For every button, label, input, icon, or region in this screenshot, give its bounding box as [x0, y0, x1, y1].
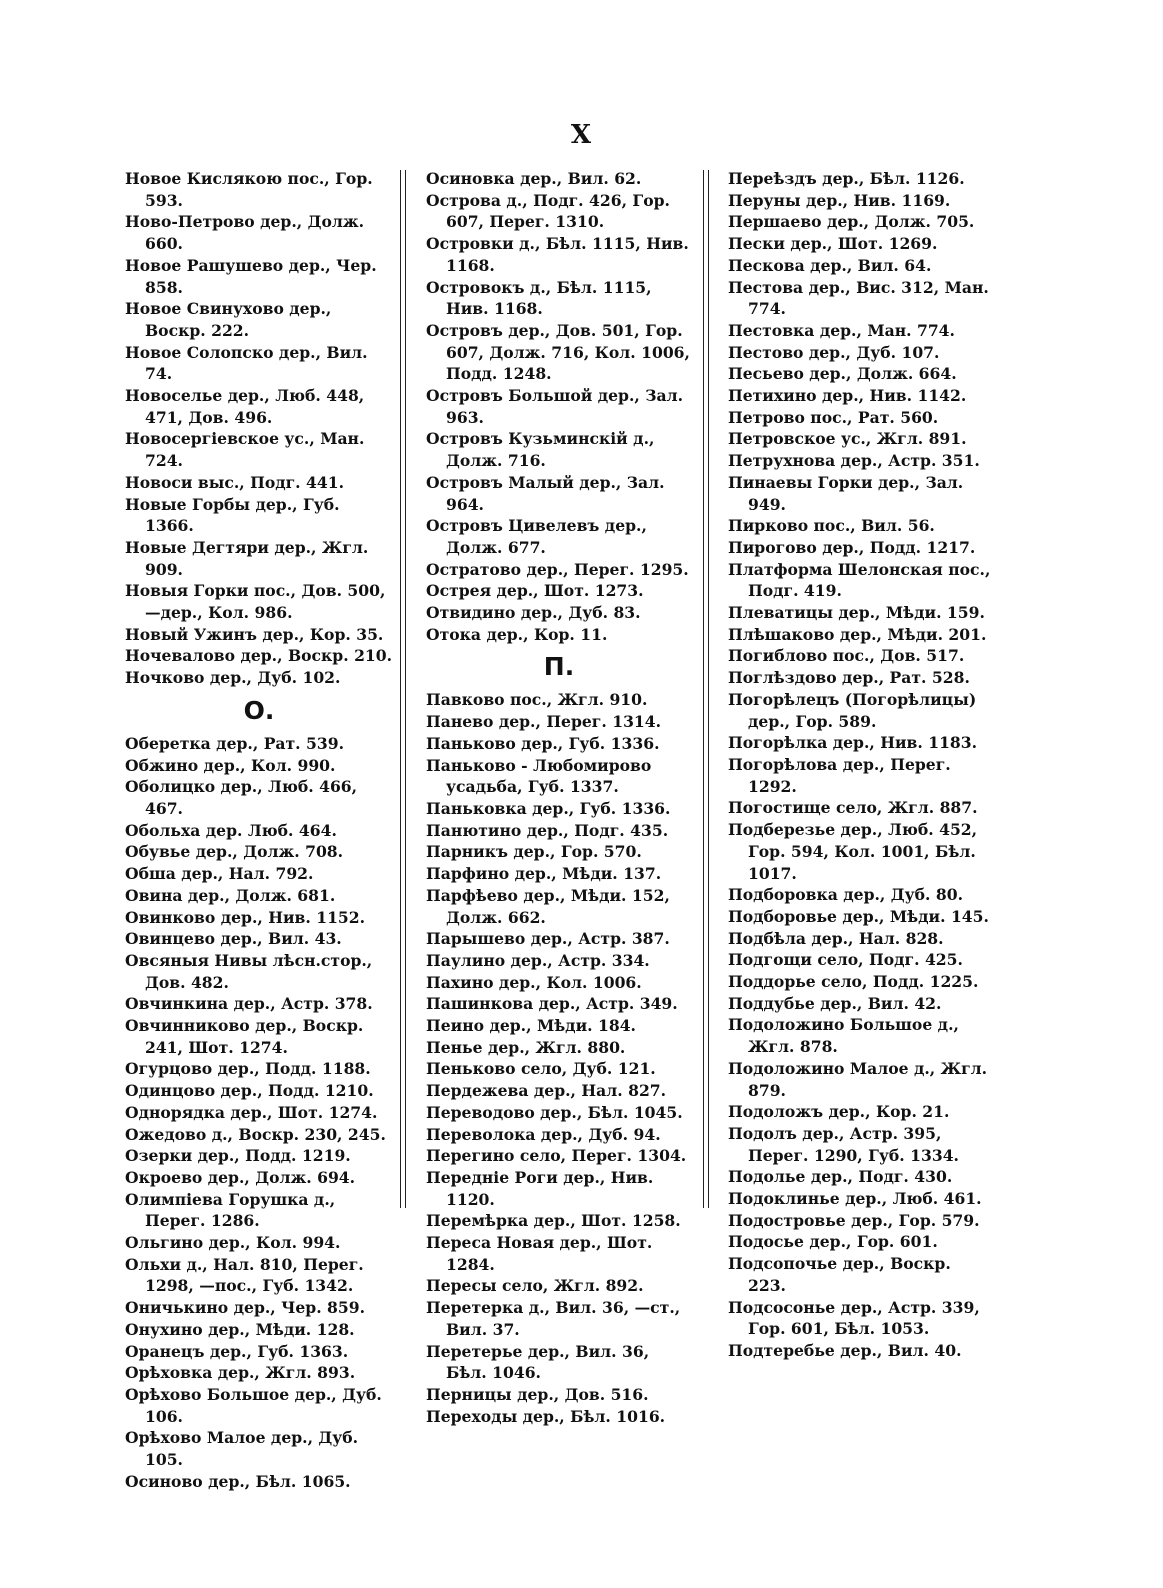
index-entry: Перемѣрка дер., Шот. 1258. [426, 1211, 681, 1231]
section-letter-heading: О. [243, 695, 275, 725]
index-entry: Петровское ус., Жгл. 891. [728, 429, 967, 449]
index-entry: Погиблово пос., Дов. 517. [728, 646, 965, 666]
index-entry: Переводово дер., Бѣл. 1045. [426, 1102, 683, 1122]
index-entry: Ольгино дер., Кол. 994. [125, 1233, 341, 1253]
index-entry: Пескова дер., Вил. 64. [728, 255, 932, 275]
index-entry: Овчинкина дер., Астр. 378. [125, 994, 373, 1014]
index-entry: Пересы село, Жгл. 892. [426, 1276, 644, 1296]
index-entry: Подтеребье дер., Вил. 40. [728, 1340, 962, 1360]
index-entry: Подсосонье дер., Астр. 339, Гор. 601, Бѣл. 1053. [728, 1297, 980, 1339]
index-entry: Паулино дер., Астр. 334. [426, 950, 650, 970]
index-entry: Островъ дер., Дов. 501, Гор. 607, Долж. 716, Кол. 1006, Подд. 1248. [426, 320, 690, 384]
column-divider [703, 170, 709, 1208]
index-entry: Погорѣлка дер., Нив. 1183. [728, 733, 978, 753]
index-entry: Пашинкова дер., Астр. 349. [426, 994, 678, 1014]
index-entry: Новыя Горки пос., Дов. 500, —дер., Кол. 986. [125, 581, 386, 623]
index-entry: Парникъ дер., Гор. 570. [426, 842, 642, 862]
index-entry: Першаево дер., Долж. 705. [728, 212, 975, 232]
index-entry: Пирогово дер., Подд. 1217. [728, 537, 976, 557]
index-entry: Остратово дер., Перег. 1295. [426, 559, 689, 579]
index-entry: Окроево дер., Долж. 694. [125, 1167, 356, 1187]
index-entry: Ночково дер., Дуб. 102. [125, 668, 341, 688]
index-entry: Парфино дер., Мѣди. 137. [426, 864, 662, 884]
index-entry: Пенье дер., Жгл. 880. [426, 1037, 626, 1057]
index-entry: Овинково дер., Нив. 1152. [125, 907, 366, 927]
index-entry: Пеньково село, Дуб. 121. [426, 1059, 656, 1079]
index-entry: Парфѣево дер., Мѣди. 152, Долж. 662. [426, 885, 670, 927]
index-entry: Овина дер., Долж. 681. [125, 885, 336, 905]
index-column-2 [426, 168, 692, 1427]
index-entry: Подборовье дер., Мѣди. 145. [728, 906, 989, 926]
index-entry: Платформа Шелонская пос., Подг. 419. [728, 559, 991, 601]
index-entry: Осиновка дер., Вил. 62. [426, 169, 642, 188]
index-entry: Паньковка дер., Губ. 1336. [426, 798, 671, 818]
page-number: X [570, 120, 593, 150]
index-entry: Павково пос., Жгл. 910. [426, 690, 648, 710]
index-entry: Отока дер., Кор. 11. [426, 624, 608, 644]
index-entry: Подосье дер., Гор. 601. [728, 1232, 938, 1252]
index-entry: Пеино дер., Мѣди. 184. [426, 1016, 636, 1036]
index-entry: Обжино дер., Кол. 990. [125, 755, 336, 775]
index-entry: Пестово дер., Дуб. 107. [728, 342, 940, 362]
index-entry: Плѣшаково дер., Мѣди. 201. [728, 624, 987, 644]
index-entry: Подберезье дер., Люб. 452, Гор. 594, Кол. 1001, Бѣл. 1017. [728, 820, 978, 883]
index-entry: Подолье дер., Подг. 430. [728, 1167, 953, 1187]
index-entry: Островъ Цивелевъ дер., Долж. 677. [426, 516, 647, 557]
index-entry: Островъ Большой дер., Зал. 963. [426, 386, 684, 427]
index-entry: Перетерка д., Вил. 36, —ст., Вил. 37. [426, 1298, 681, 1339]
index-entry: Оранецъ дер., Губ. 1363. [125, 1341, 349, 1361]
index-entry: Овчинниково дер., Воскр. 241, Шот. 1274. [125, 1016, 364, 1057]
index-entry: Передніе Роги дер., Нив. 1120. [426, 1167, 654, 1209]
index-entry: Паньково дер., Губ. 1336. [426, 733, 660, 753]
index-entry: Поддубье дер., Вил. 42. [728, 993, 942, 1013]
index-entry: Погорѣлецъ (Погорѣлицы) дер., Гор. 589. [728, 689, 977, 731]
index-entry: Перуны дер., Нив. 1169. [728, 190, 951, 210]
index-entry: Ольхи д., Нал. 810, Перег. 1298, —пос., Губ. 1342. [125, 1254, 364, 1296]
index-entry: Однорядка дер., Шот. 1274. [125, 1102, 378, 1122]
index-entry: Пахино дер., Кол. 1006. [426, 972, 642, 992]
index-entry: Пески дер., Шот. 1269. [728, 234, 938, 254]
index-entry: Новое Рашушево дер., Чер. 858. [125, 255, 377, 297]
index-entry: Перегино село, Перег. 1304. [426, 1146, 687, 1166]
index-entry: Пестова дер., Вис. 312, Ман. 774. [728, 277, 989, 319]
index-entry: Ночевалово дер., Воскр. 210. [125, 646, 393, 666]
index-entry: Одинцово дер., Подд. 1210. [125, 1081, 374, 1101]
index-entry: Новое Свинухово дер., Воскр. 222. [125, 299, 332, 340]
index-entry: Петрово пос., Рат. 560. [728, 407, 939, 427]
index-column-1 [125, 168, 393, 1492]
index-entry: Поддорье село, Подд. 1225. [728, 972, 979, 992]
index-entry: Орѣховка дер., Жгл. 893. [125, 1363, 356, 1383]
index-entry: Острея дер., Шот. 1273. [426, 581, 644, 601]
index-entry: Островки д., Бѣл. 1115, Нив. 1168. [426, 234, 689, 275]
index-entry: Новые Горбы дер., Губ. 1366. [125, 494, 340, 536]
index-entry: Панево дер., Перег. 1314. [426, 712, 662, 732]
index-entry: Парышево дер., Астр. 387. [426, 929, 670, 949]
index-entry: Обувье дер., Долж. 708. [125, 842, 344, 862]
index-entry: Огурцово дер., Подд. 1188. [125, 1059, 371, 1079]
index-entry: Песьево дер., Долж. 664. [728, 364, 957, 384]
index-entry: Паньково - Любомирово усадьба, Губ. 1337. [426, 755, 652, 797]
index-entry: Новый Ужинъ дер., Кор. 35. [125, 624, 384, 644]
index-entry: Обольха дер. Люб. 464. [125, 820, 337, 840]
index-entry: Пинаевы Горки дер., Зал. 949. [728, 472, 964, 514]
index-entry: Подгощи село, Подг. 425. [728, 950, 963, 970]
index-entry: Обша дер., Нал. 792. [125, 864, 314, 884]
index-entry: Поглѣздово дер., Рат. 528. [728, 668, 970, 688]
index-entry: Перницы дер., Дов. 516. [426, 1384, 649, 1404]
index-entry: Переса Новая дер., Шот. 1284. [426, 1233, 653, 1274]
index-entry: Пестовка дер., Ман. 774. [728, 320, 955, 340]
index-entry: Оберетка дер., Рат. 539. [125, 733, 345, 753]
index-entry: Перетерье дер., Вил. 36, Бѣл. 1046. [426, 1341, 650, 1383]
index-entry: Подборовка дер., Дуб. 80. [728, 885, 963, 905]
index-entry: Пирково пос., Вил. 56. [728, 516, 935, 536]
index-entry: Отвидино дер., Дуб. 83. [426, 603, 641, 623]
index-entry: Ожедово д., Воскр. 230, 245. [125, 1124, 386, 1144]
index-entry: Подсопочье дер., Воскр. 223. [728, 1254, 951, 1295]
index-entry: Пердежева дер., Нал. 827. [426, 1081, 667, 1101]
index-entry: Подоклинье дер., Люб. 461. [728, 1189, 982, 1209]
index-entry: Подоложино Большое д., Жгл. 878. [728, 1015, 959, 1057]
index-entry: Островъ Малый дер., Зал. 964. [426, 472, 665, 514]
index-entry: Погорѣлова дер., Перег. 1292. [728, 754, 951, 796]
index-entry: Олимпіева Горушка д., Перег. 1286. [125, 1189, 336, 1231]
index-entry: Подоложино Малое д., Жгл. 879. [728, 1058, 988, 1100]
index-entry: Онухино дер., Мѣди. 128. [125, 1319, 355, 1339]
index-entry: Новосергіевское ус., Ман. 724. [125, 429, 365, 471]
index-entry: Орѣхово Большое дер., Дуб. 106. [125, 1384, 382, 1426]
index-entry: Новое Кислякою пос., Гор. 593. [125, 169, 373, 210]
index-entry: Погостище село, Жгл. 887. [728, 798, 978, 818]
index-entry: Подоложъ дер., Кор. 21. [728, 1102, 950, 1122]
index-entry: Озерки дер., Подд. 1219. [125, 1146, 351, 1166]
index-entry: Осиново дер., Бѣл. 1065. [125, 1471, 351, 1491]
index-entry: Плеватицы дер., Мѣди. 159. [728, 603, 985, 623]
section-letter-heading: П. [543, 652, 575, 682]
index-entry: Овинцево дер., Вил. 43. [125, 929, 342, 949]
index-entry: Новоселье дер., Люб. 448, 471, Дов. 496. [125, 386, 365, 427]
index-entry: Оболицко дер., Люб. 466, 467. [125, 777, 358, 818]
index-entry: Подостровье дер., Гор. 579. [728, 1210, 980, 1230]
index-entry: Новое Солопско дер., Вил. 74. [125, 342, 368, 384]
index-entry: Переѣздъ дер., Бѣл. 1126. [728, 169, 965, 188]
index-entry: Острова д., Подг. 426, Гор. 607, Перег. 1310. [426, 190, 670, 232]
column-divider [400, 170, 406, 1208]
index-entry: Подбѣла дер., Нал. 828. [728, 928, 944, 948]
index-entry: Новоси выс., Подг. 441. [125, 472, 345, 492]
index-entry: Островокъ д., Бѣл. 1115, Нив. 1168. [426, 277, 652, 319]
index-entry: Ново-Петрово дер., Долж. 660. [125, 212, 365, 254]
index-entry: Островъ Кузьминскій д., Долж. 716. [426, 429, 655, 471]
index-entry: Петрухнова дер., Астр. 351. [728, 451, 980, 471]
index-entry: Оничькино дер., Чер. 859. [125, 1298, 366, 1318]
index-entry: Панютино дер., Подг. 435. [426, 820, 669, 840]
index-entry: Новые Дегтяри дер., Жгл. 909. [125, 537, 369, 579]
index-entry: Переволока дер., Дуб. 94. [426, 1124, 661, 1144]
index-entry: Переходы дер., Бѣл. 1016. [426, 1406, 666, 1426]
index-entry: Овсяныя Нивы лѣсн.стор., Дов. 482. [125, 950, 373, 992]
index-column-3 [728, 168, 994, 1362]
index-entry: Подолъ дер., Астр. 395, Перег. 1290, Губ. 1334. [728, 1123, 959, 1165]
index-entry: Петихино дер., Нив. 1142. [728, 386, 967, 406]
index-entry: Орѣхово Малое дер., Дуб. 105. [125, 1428, 359, 1470]
